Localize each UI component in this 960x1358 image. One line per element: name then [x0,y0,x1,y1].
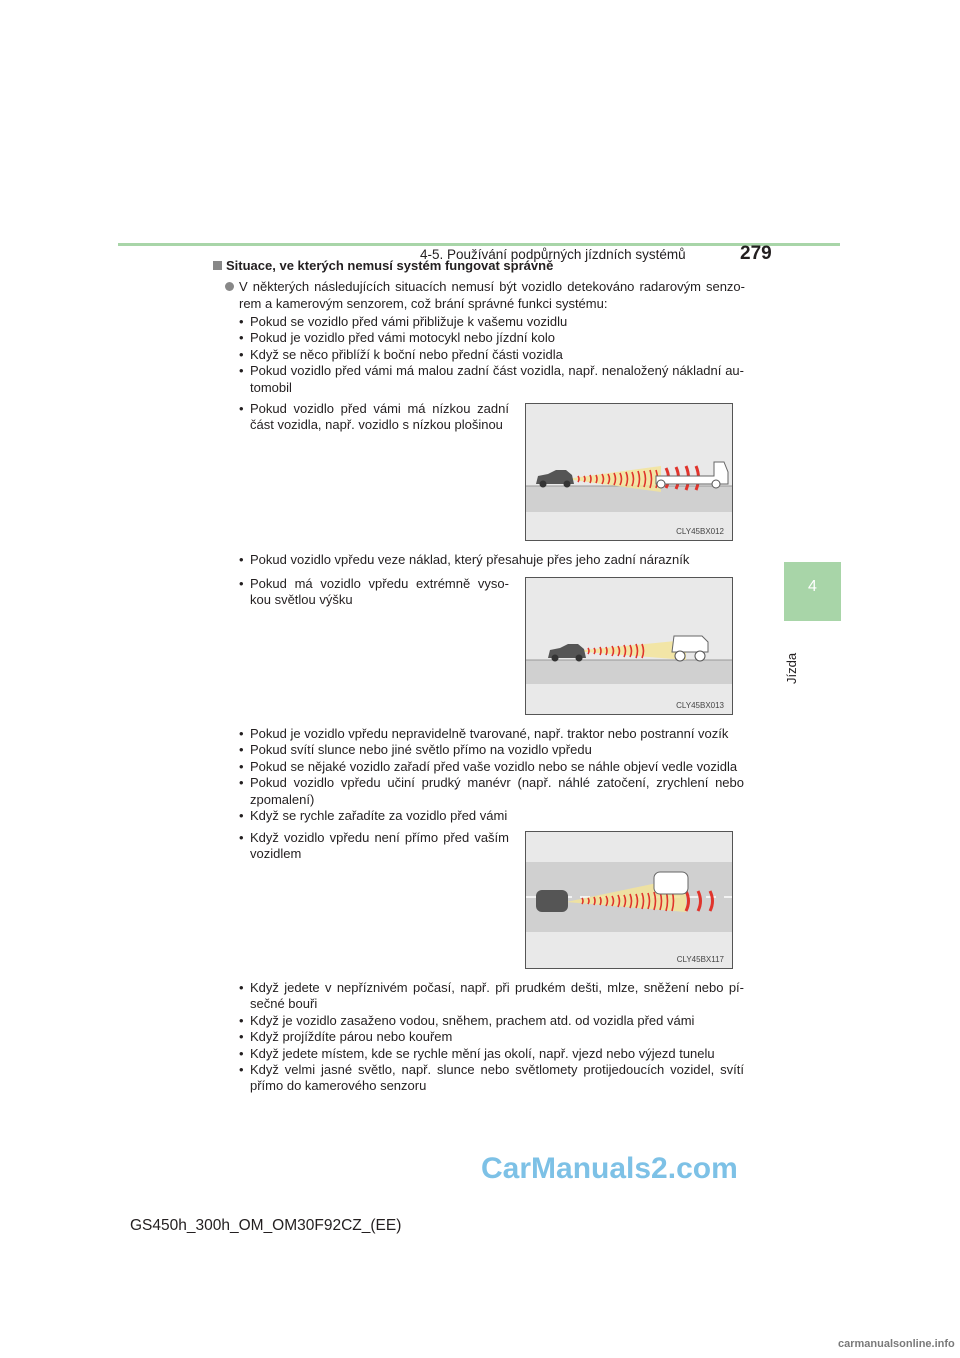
watermark-carmanuals2: CarManuals2.com [481,1152,738,1185]
list-item: • Když projíždíte párou nebo kouřem [239,1029,744,1045]
list-item: • Pokud vozidlo vpředu učiní prudký manévr (např. náhlé zatočení, zrychlení nebo zpomalení) [239,775,744,808]
figure-offset-vehicle [525,831,733,969]
chapter-label [782,628,802,688]
list-3 [239,726,744,824]
list-4 [239,980,744,1095]
list-1 [239,314,744,396]
section-header-title: 4-5. Používání podpůrných jízdních systémů [420,247,686,262]
fig2-caption [239,576,509,609]
list-item: • Když vozidlo vpředu není přímo před vaším vozidlem [239,830,509,863]
fig3-caption [239,830,509,863]
list-item: • Pokud je vozidlo vpředu nepravidelně tvarované, např. traktor nebo postranní vozík [239,726,744,742]
intro-bullet [225,278,745,312]
list-item: • Když velmi jasné světlo, např. slunce nebo světlomety protijedoucích vozidel, svítí přímo do kamerového senzoru [239,1062,744,1095]
figure-1-illustration [526,404,732,540]
figure-code: CLY45BX013 [676,701,724,710]
figure-low-rear-truck [525,403,733,541]
list-item: • Když jedete místem, kde se rychle mění jas okolí, např. vjezd nebo výjezd tunelu [239,1046,744,1062]
figure-2-illustration [526,578,732,714]
list-2 [239,552,744,568]
list-item: • Pokud vozidlo před vámi má malou zadní část vozidla, např. nenaložený nákladní au- tomobil [239,363,744,396]
watermark-carmanualsonline: carmanualsonline.info [838,1338,955,1350]
page-number: 279 [740,243,772,264]
circle-bullet-icon [225,282,234,291]
figure-code: CLY45BX117 [676,955,724,964]
list-item: • Pokud vozidlo vpředu veze náklad, který přesahuje přes jeho zadní nárazník [239,552,744,568]
document-footer: GS450h_300h_OM_OM30F92CZ_(EE) [130,1217,402,1234]
figure-3-illustration [526,832,732,968]
list-item: • Pokud je vozidlo před vámi motocykl nebo jízdní kolo [239,330,744,346]
list-item: • Pokud se nějaké vozidlo zařadí před vaše vozidlo nebo se náhle objeví vedle vozidla [239,759,744,775]
list-item: • Pokud má vozidlo vpředu extrémně vyso- kou světlou výšku [239,576,509,609]
square-bullet-icon [213,261,222,270]
list-item: • Když je vozidlo zasaženo vodou, sněhem, prachem atd. od vozidla před vámi [239,1013,744,1029]
section-title: Situace, ve kterých nemusí systém fungovat správně [226,258,554,273]
chapter-label-text: Jízda [784,652,799,684]
fig1-caption [239,401,509,434]
list-item: • Když se něco přiblíží k boční nebo přední části vozidla [239,347,744,363]
figure-high-clearance [525,577,733,715]
intro-text: V některých následujících situacích nemusí být vozidlo detekováno radarovým senzo- rem a kamerovým senzorem, což brání správné funkci systému: [239,279,745,311]
list-item: • Pokud se vozidlo před vámi přibližuje k vašemu vozidlu [239,314,744,330]
header-rule [118,243,840,246]
list-item: • Když se rychle zařadíte za vozidlo před vámi [239,808,744,824]
chapter-number: 4 [808,578,817,595]
figure-code: CLY45BX012 [676,527,724,536]
section-heading [213,258,553,273]
list-item: • Když jedete v nepříznivém počasí, např. při prudkém dešti, mlze, sněžení nebo pí- sečné bouři [239,980,744,1013]
list-item: • Pokud vozidlo před vámi má nízkou zadní část vozidla, např. vozidlo s nízkou plošinou [239,401,509,434]
list-item: • Pokud svítí slunce nebo jiné světlo přímo na vozidlo vpředu [239,742,744,758]
